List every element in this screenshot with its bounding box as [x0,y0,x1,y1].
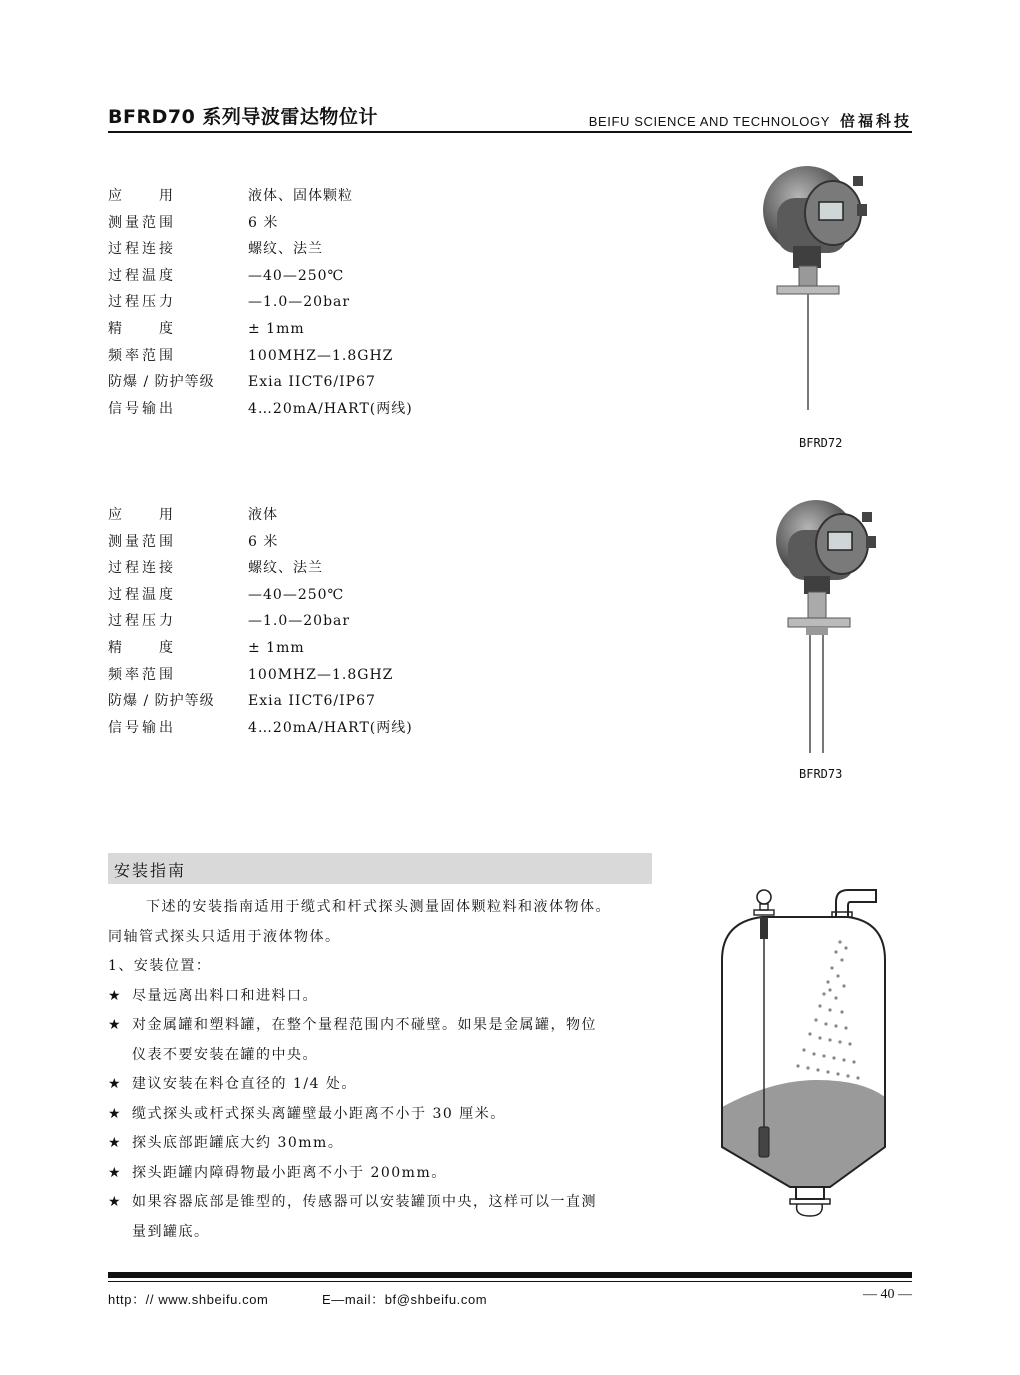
spec-value: 100MHZ—1.8GHZ [248,666,394,683]
install-guide-text [108,893,656,1247]
bullet-item: ★ 对金属罐和塑料罐，在整个量程范围内不碰壁。如果是金属罐，物位 [108,1011,656,1041]
spec-value: —1.0—20bar [248,294,351,311]
spec-value: Exia IICT6/IP67 [248,374,376,391]
page-number: — 40 — [863,1287,912,1302]
bullet-item: ★ 探头底部距罐底大约 30mm。 [108,1129,656,1159]
spec-value: —40—250℃ [248,586,345,603]
intro-line: 下述的安装指南适用于缆式和杆式探头测量固体颗粒料和液体物体。 [146,899,611,915]
spec-row [108,236,528,263]
bullet-item: ★ 如果容器底部是锥型的，传感器可以安装罐顶中央，这样可以一直测 [108,1188,656,1218]
spec-key: 应 用 [108,188,176,204]
spec-value: —40—250℃ [248,267,345,284]
bullet-item: ★ 尽量远离出料口和进料口。 [108,982,656,1012]
product-label: BFRD72 [799,436,843,450]
product-label: BFRD73 [799,767,843,781]
spec-key: 过程压力 [108,613,176,630]
spec-row [108,210,528,237]
footer-rule-thin [108,1281,912,1282]
page-title: BFRD70 系列导波雷达物位计 [108,106,378,128]
bfrd73-product-image [770,498,880,756]
spec-value: 6 米 [248,533,279,550]
footer-email[interactable]: E—mail：bf@shbeifu.com [322,1292,488,1307]
spec-table-bfrd72 [108,183,528,422]
footer-website[interactable]: http：// www.shbeifu.com [108,1292,269,1307]
spec-row [108,555,528,582]
spec-row [108,343,528,370]
spec-key: 频率范围 [108,347,176,364]
spec-key: 过程温度 [108,267,176,284]
spec-key: 精 度 [108,320,176,337]
spec-table-bfrd73 [108,502,528,741]
spec-value: ± 1mm [248,639,305,656]
intro-line: 同轴管式探头只适用于液体物体。 [108,928,341,945]
spec-key: 过程温度 [108,586,176,603]
spec-row [108,582,528,609]
bullet-item: ★ 建议安装在料仓直径的 1/4 处。 [108,1070,656,1100]
spec-key: 测量范围 [108,533,176,550]
spec-key: 过程压力 [108,294,176,311]
spec-key: 精 度 [108,639,176,656]
bullet-item-continued: 仪表不要安装在罐的中央。 [132,1046,318,1063]
spec-value: 4…20mA/HART(两线) [248,400,413,417]
spec-key: 过程连接 [108,241,176,258]
spec-row [108,635,528,662]
install-section-header [108,853,652,884]
spec-key: 信号输出 [108,400,176,417]
spec-row [108,715,528,742]
spec-row [108,289,528,316]
spec-row [108,369,528,396]
spec-row [108,396,528,423]
section-heading: 安装指南 [114,861,187,880]
subheading: 1、安装位置： [108,958,212,974]
spec-value: —1.0—20bar [248,613,351,630]
spec-row [108,662,528,689]
spec-value: 液体 [248,507,278,523]
company-name-cn: 倍福科技 [839,112,912,130]
spec-value: 螺纹、法兰 [248,560,323,577]
bullet-item: ★ 探头距罐内障碍物最小距离不小于 200mm。 [108,1159,656,1189]
tank-installation-diagram [712,882,898,1220]
header-rule [108,131,912,133]
spec-value: 液体、固体颗粒 [248,188,353,204]
spec-value: 100MHZ—1.8GHZ [248,347,394,364]
spec-key: 应 用 [108,507,176,523]
spec-row [108,502,528,529]
spec-value: 4…20mA/HART(两线) [248,719,413,736]
spec-row [108,263,528,290]
spec-value: 6 米 [248,214,279,231]
bfrd72-product-image [755,158,875,413]
spec-row [108,688,528,715]
spec-value: ± 1mm [248,320,305,337]
bullet-item: ★ 缆式探头或杆式探头离罐壁最小距离不小于 30 厘米。 [108,1100,656,1130]
spec-key: 频率范围 [108,666,176,683]
company-name [589,110,912,131]
spec-row [108,183,528,210]
bullet-item-continued: 量到罐底。 [132,1223,210,1240]
spec-key: 过程连接 [108,560,176,577]
spec-value: Exia IICT6/IP67 [248,693,376,710]
spec-value: 螺纹、法兰 [248,241,323,258]
spec-key: 测量范围 [108,214,176,231]
footer-rule [108,1272,912,1278]
spec-row [108,316,528,343]
spec-key: 信号输出 [108,719,176,736]
spec-key: 防爆 / 防护等级 [108,693,215,710]
spec-row [108,529,528,556]
spec-row [108,608,528,635]
spec-key: 防爆 / 防护等级 [108,374,215,391]
company-name-en: BEIFU SCIENCE AND TECHNOLOGY [588,114,830,129]
